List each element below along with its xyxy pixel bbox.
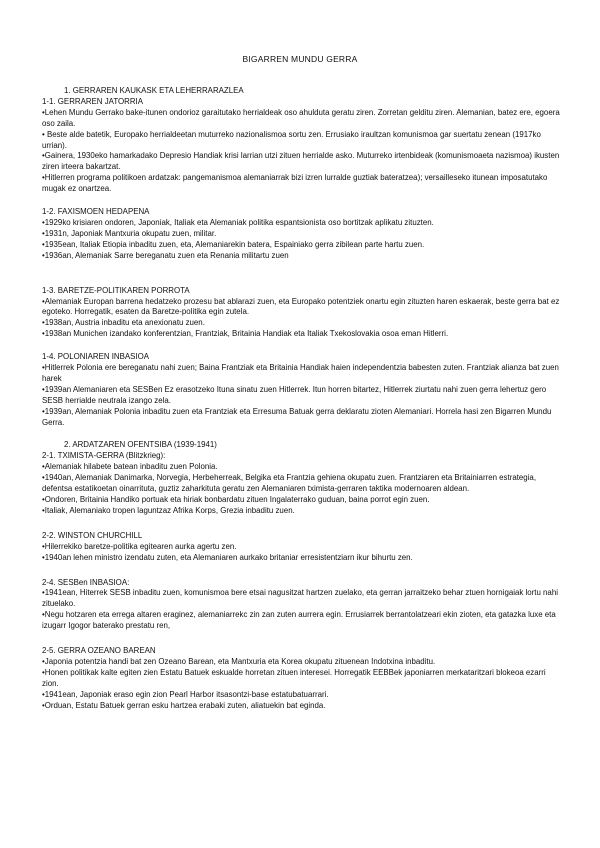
spacer: [42, 195, 562, 207]
paragraph: •1939an Alemaniaren eta SESBen Ez erasotzeko Ituna sinatu zuen Hitlerrek. Itun horren bitartez, Hitlerrek ziurtatu nahi zuen gerra lehertuz gero SESB herrialde neutrala izango zela.: [42, 384, 547, 405]
paragraph: •Honen politikak kalte egiten zien Estatu Batuek eskualde horretan zituen interesei. Horregatik EEBBek japoniarren merkataritzari blokeoa ezarri zion.: [42, 667, 546, 688]
section-heading-2: 2. ARDATZAREN OFENTSIBA (1939-1941): [64, 440, 217, 450]
subsection-heading-1-4: 1-4. POLONIAREN INBASIOA: [42, 352, 149, 362]
paragraph: •Lehen Mundu Gerrako bake-itunen ondorioz garaitutako herrialdeak oso ahulduta geratu ziren. Zorretan gelditu ziren. Alemanian, batez ere, egoera oso zaila.: [42, 107, 560, 128]
subsection-heading-1-3: 1-3. BARETZE-POLITIKAREN PORROTA: [42, 285, 190, 295]
spacer: [42, 564, 562, 578]
spacer: [42, 428, 562, 440]
paragraph: •Ondoren, Britainia Handiko portuak eta hiriak bonbardatu zituen Ingalaterrako guduan, baina porrot egin zuen.: [42, 495, 430, 504]
subsection-heading-2-4: 2-4. SESBen INBASIOA:: [42, 577, 130, 587]
section-heading-1: 1. GERRAREN KAUKASK ETA LEHERRARAZLEA: [64, 86, 244, 95]
document-title: BIGARREN MUNDU GERRA: [242, 54, 358, 64]
paragraph: •1929ko krisiaren ondoren, Japoniak, Italiak eta Alemaniak politika espantsionista oso bortitzak aplikatu zituzten.: [42, 217, 434, 227]
paragraph: •1940an, Alemaniak Danimarka, Norvegia, Herbeherreak, Belgika eta Frantzia gehiena okupatu zuen. Frantziaren eta Britainiarren estrategia, defentsa estatikoetan oinarrituta, guztiz zaharkituta geratu zen Alemaniaren tximista-gerraren taktika modernoaren aldean.: [42, 473, 537, 494]
subsection-heading-1-2: 1-2. FAXISMOEN HEDAPENA: [42, 207, 150, 217]
spacer: [42, 340, 562, 352]
paragraph: •Gainera, 1930eko hamarkadako Depresio Handiak krisi larrian utzi zituen herrialde asko. Muturreko irtenbideak (komunismoaeta nazismoa) ikusten ziren irteera bakartzat.: [42, 151, 560, 172]
paragraph: •1941ean, Hiterrek SESB inbaditu zuen, komunismoa bere etsai nagusitzat hartzen zuelako, eta gerran jarraitzeko behar ztuen hornigaiak lortu nahi zituelako.: [42, 588, 558, 609]
subsection-heading-2-1: 2-1. TXIMISTA-GERRA (Blitzkrieg):: [42, 451, 166, 461]
paragraph: •Hilerrekiko baretze-politika egitearen aurka agertu zen.: [42, 541, 237, 551]
paragraph: •1938an, Austria inbaditu eta anexionatu zuen.: [42, 318, 205, 328]
paragraph: •1935ean, Italiak Etiopia inbaditu zuen, eta, Alemaniarekin batera, Espainiako gerra zibilean parte hartu zuen.: [42, 239, 425, 249]
paragraph: •1938an Munichen izandako konferentzian, Frantziak, Britainia Handiak eta Italiak Txekoslovakia osoa eman Hitlerri.: [42, 329, 449, 339]
spacer: [42, 262, 562, 286]
subsection-heading-2-5: 2-5. GERRA OZEANO BAREAN: [42, 646, 156, 656]
paragraph: • Beste alde batetik, Europako herrialdeetan muturreko nazionalismoa sortu zen. Errusiako iraultzan komunismoa gar suertatu zenean (1917ko urrian).: [42, 129, 541, 150]
document-body: [42, 86, 562, 712]
paragraph: •Alemaniak Europan barrena hedatzeko prozesu bat ablarazi zuen, eta Europako potentziek onartu egin zituzten haren eskaerak, beste gerra bat ez egoteko. Horregatik, esaten da Baretze-politika egin zutela.: [42, 296, 560, 317]
paragraph: •Alemaniak hilabete batean inbaditu zuen Polonia.: [42, 462, 218, 472]
paragraph: •Hitlerren programa politikoen ardatzak: pangemanismoa alemaniarrak bizi izren lurralde guztiak bateratzea); versailleseko itunean imposatutako mugak ez onartzea.: [42, 173, 548, 194]
spacer: [42, 517, 562, 531]
paragraph: •Negu hotzaren eta errega altaren eraginez, alemaniarrekc zin zan zuten aurrera egin. Errusiarrek berrantolatzeari ekin zioten, eta gatazka luxe eta izugarr Igogor baterako prestatu ren,: [42, 610, 556, 631]
paragraph: •Orduan, Estatu Batuek gerran esku hartzea erabaki zuten, aliatuekin bat eginda.: [42, 700, 326, 710]
paragraph: •Italiak, Alemaniako tropen laguntzaz Afrika Korps, Grezia inbaditu zuen.: [42, 505, 295, 515]
paragraph: •1940an lehen ministro izendatu zuten, eta Alemaniaren aurkako britaniar erresistentziarn ikur bihurtu zen.: [42, 552, 413, 562]
paragraph: •1936an, Alemaniak Sarre bereganatu zuen eta Renania militartu zuen: [42, 250, 289, 260]
spacer: [42, 632, 562, 646]
paragraph: •Hitlerrek Polonia ere bereganatu nahi zuen; Baina Frantziak eta Britainia Handiak haien independentzia babesten zuten. Frantziak alianza bat zuen harek: [42, 363, 559, 383]
paragraph: •1941ean, Japoniak eraso egin zion Pearl Harbor itsasontzi-base estatubatuarrari.: [42, 689, 329, 699]
paragraph: •Japonia potentzia handi bat zen Ozeano Barean, eta Mantxuria eta Korea okupatu zituenean Indotxina inbaditu.: [42, 656, 436, 666]
paragraph: •1939an, Alemaniak Polonia inbaditu zuen eta Frantziak eta Erresuma Batuak gerra deklaratu zioten Alemaniari. Horrela hasi zen Bigarren Mundu Gerra.: [42, 406, 552, 427]
subsection-heading-2-2: 2-2. WINSTON CHURCHILL: [42, 530, 143, 540]
subsection-heading-1-1: 1-1. GERRAREN JATORRIA: [42, 96, 143, 106]
paragraph: •1931n, Japoniak Mantxuria okupatu zuen, militar.: [42, 228, 217, 238]
